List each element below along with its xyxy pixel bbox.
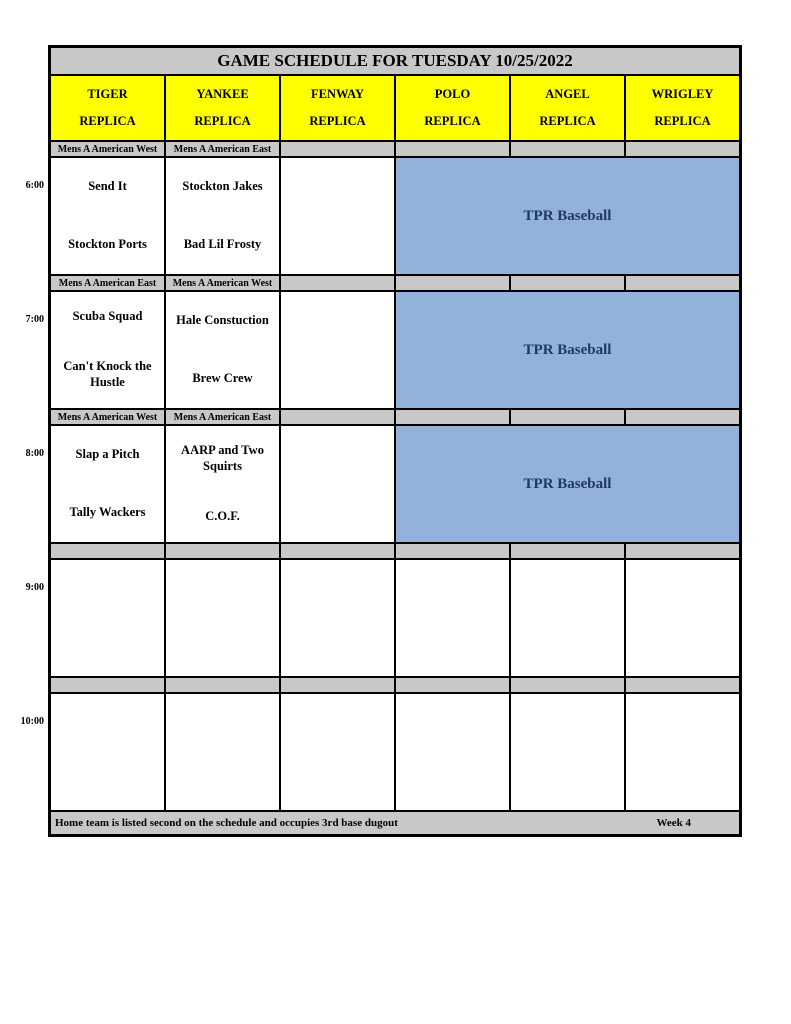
- home-team: Tally Wackers: [69, 505, 146, 520]
- home-team: Stockton Ports: [68, 237, 147, 252]
- division-label: [626, 678, 739, 692]
- time-label-700: 7:00: [25, 314, 44, 325]
- division-label: [166, 544, 279, 558]
- division-label: [626, 410, 739, 424]
- division-label: [511, 544, 624, 558]
- field-type: REPLICA: [654, 113, 711, 128]
- division-label: [511, 142, 624, 156]
- column-header-tiger: [51, 76, 164, 140]
- game-cell-1000-tiger: [51, 694, 164, 810]
- division-label: [51, 678, 164, 692]
- division-label: [396, 410, 509, 424]
- division-label: [281, 142, 394, 156]
- game-cell-800-yankee: [166, 426, 279, 542]
- away-team: Hale Constuction: [176, 313, 269, 328]
- game-cell-900-tiger: [51, 560, 164, 676]
- week-indicator: Week 4: [656, 817, 691, 829]
- game-cell-1000-wrigley: [626, 694, 739, 810]
- division-label: [281, 276, 394, 290]
- time-label-1000: 10:00: [20, 716, 44, 727]
- game-cell-600-tiger: [51, 158, 164, 274]
- field-name: POLO: [434, 87, 471, 102]
- game-cell-900-wrigley: [626, 560, 739, 676]
- field-type: REPLICA: [539, 113, 596, 128]
- game-cell-800-fenway: [281, 426, 394, 542]
- column-header-fenway: [281, 76, 394, 140]
- home-team: C.O.F.: [205, 509, 240, 524]
- column-header-angel: [511, 76, 624, 140]
- division-label: Mens A American West: [51, 142, 164, 156]
- away-team: Stockton Jakes: [182, 179, 263, 194]
- division-label: [511, 410, 624, 424]
- division-label: [281, 678, 394, 692]
- division-label: [396, 544, 509, 558]
- game-cell-900-yankee: [166, 560, 279, 676]
- column-header-yankee: [166, 76, 279, 140]
- away-team: Send It: [88, 179, 127, 194]
- division-label: [511, 678, 624, 692]
- game-cell-700-fenway: [281, 292, 394, 408]
- tpr-baseball-block-800: TPR Baseball: [396, 426, 739, 542]
- division-label: [626, 142, 739, 156]
- division-label: [396, 142, 509, 156]
- field-name: FENWAY: [310, 87, 365, 102]
- column-header-polo: [396, 76, 509, 140]
- game-cell-900-angel: [511, 560, 624, 676]
- division-label: [281, 544, 394, 558]
- field-name: WRIGLEY: [651, 87, 714, 102]
- away-team: Scuba Squad: [72, 309, 143, 324]
- time-label-600: 6:00: [25, 180, 44, 191]
- home-team: Brew Crew: [192, 371, 253, 386]
- game-cell-600-fenway: [281, 158, 394, 274]
- footer-note: Home team is listed second on the schedule and occupies 3rd base dugout: [55, 817, 398, 829]
- time-label-900: 9:00: [25, 582, 44, 593]
- column-header-wrigley: [626, 76, 739, 140]
- field-type: REPLICA: [79, 113, 136, 128]
- game-cell-800-tiger: [51, 426, 164, 542]
- footer: [51, 812, 739, 834]
- game-cell-1000-yankee: [166, 694, 279, 810]
- schedule-table: [48, 45, 742, 837]
- game-cell-1000-polo: [396, 694, 509, 810]
- game-cell-900-fenway: [281, 560, 394, 676]
- division-label: Mens A American East: [51, 276, 164, 290]
- division-label: [396, 276, 509, 290]
- away-team: AARP and Two Squirts: [181, 443, 264, 473]
- tpr-baseball-block-700: TPR Baseball: [396, 292, 739, 408]
- division-label: Mens A American East: [166, 410, 279, 424]
- home-team: Can't Knock the Hustle: [63, 359, 152, 390]
- game-cell-1000-angel: [511, 694, 624, 810]
- division-label: [511, 276, 624, 290]
- home-team: Bad Lil Frosty: [183, 237, 262, 252]
- division-label: Mens A American West: [166, 276, 279, 290]
- division-label: [281, 410, 394, 424]
- game-cell-900-polo: [396, 560, 509, 676]
- game-cell-600-yankee: [166, 158, 279, 274]
- field-name: TIGER: [87, 87, 128, 102]
- field-type: REPLICA: [309, 113, 366, 128]
- time-label-800: 8:00: [25, 448, 44, 459]
- division-label: [166, 678, 279, 692]
- schedule-title: GAME SCHEDULE FOR TUESDAY 10/25/2022: [51, 48, 739, 74]
- field-type: REPLICA: [424, 113, 481, 128]
- field-name: ANGEL: [545, 87, 590, 102]
- division-label: [51, 544, 164, 558]
- away-team: Slap a Pitch: [75, 447, 140, 462]
- game-cell-700-tiger: [51, 292, 164, 408]
- division-label: [396, 678, 509, 692]
- division-label: Mens A American West: [51, 410, 164, 424]
- division-label: Mens A American East: [166, 142, 279, 156]
- field-type: REPLICA: [194, 113, 251, 128]
- field-name: YANKEE: [196, 87, 249, 102]
- division-label: [626, 544, 739, 558]
- game-cell-1000-fenway: [281, 694, 394, 810]
- division-label: [626, 276, 739, 290]
- game-cell-700-yankee: [166, 292, 279, 408]
- tpr-baseball-block-600: TPR Baseball: [396, 158, 739, 274]
